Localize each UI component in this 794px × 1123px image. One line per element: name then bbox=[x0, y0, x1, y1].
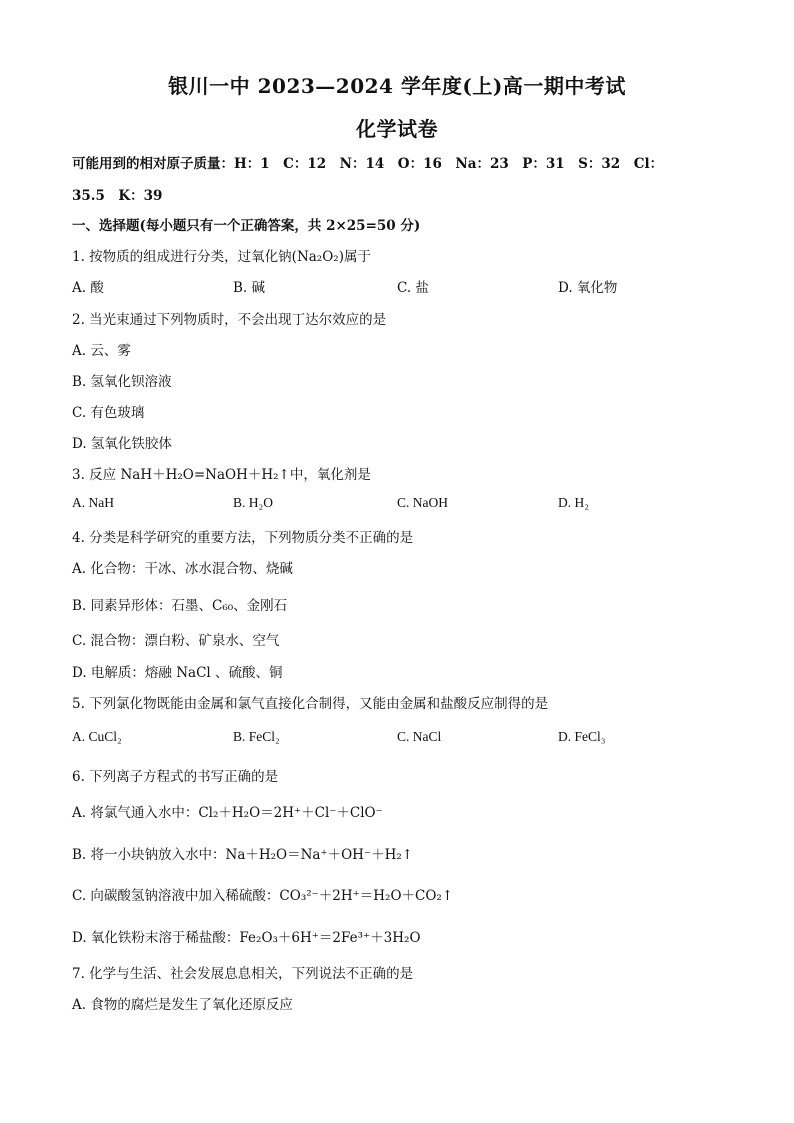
question-3-option-a: A. NaH bbox=[72, 495, 114, 510]
question-3-option-b: B. H₂O bbox=[233, 495, 273, 510]
question-5-option-d: D. FeCl₃ bbox=[558, 729, 606, 744]
question-3-stem: 3. 反应 NaH＋H₂O=NaOH＋H₂↑中，氧化剂是 bbox=[72, 467, 371, 483]
question-3-option-d: D. H₂ bbox=[558, 495, 589, 510]
atomic-masses-line-2: 35.5 K：39 bbox=[72, 188, 163, 204]
question-1-option-b: B. 碱 bbox=[233, 280, 266, 296]
question-2-option-d: D. 氢氧化铁胶体 bbox=[72, 436, 172, 452]
question-1-option-a: A. 酸 bbox=[72, 280, 104, 296]
question-2-option-b: B. 氢氧化钡溶液 bbox=[72, 374, 172, 390]
question-1-option-d: D. 氧化物 bbox=[558, 280, 618, 296]
question-6-option-c: C. 向碳酸氢钠溶液中加入稀硫酸：CO₃²⁻＋2H⁺＝H₂O＋CO₂↑ bbox=[72, 888, 454, 904]
question-5-option-a: A. CuCl₂ bbox=[72, 729, 122, 744]
question-6-stem: 6. 下列离子方程式的书写正确的是 bbox=[72, 769, 279, 785]
question-5-option-c: C. NaCl bbox=[397, 729, 442, 744]
question-2-option-a: A. 云、雾 bbox=[72, 343, 131, 359]
question-4-option-b: B. 同素异形体：石墨、C₆₀、金刚石 bbox=[72, 598, 288, 614]
question-6-option-a: A. 将氯气通入水中：Cl₂＋H₂O＝2H⁺＋Cl⁻＋ClO⁻ bbox=[72, 805, 383, 821]
section-heading: 一、选择题(每小题只有一个正确答案，共 2×25=50 分) bbox=[72, 218, 421, 234]
question-6-option-d: D. 氧化铁粉末溶于稀盐酸：Fe₂O₃＋6H⁺＝2Fe³⁺＋3H₂O bbox=[72, 930, 421, 946]
question-4-option-a: A. 化合物：干冰、冰水混合物、烧碱 bbox=[72, 561, 293, 577]
question-4-option-d: D. 电解质：熔融 NaCl 、硫酸、铜 bbox=[72, 665, 283, 681]
question-7-option-a: A. 食物的腐烂是发生了氧化还原反应 bbox=[72, 997, 293, 1013]
question-4-stem: 4. 分类是科学研究的重要方法，下列物质分类不正确的是 bbox=[72, 530, 414, 546]
question-2-stem: 2. 当光束通过下列物质时，不会出现丁达尔效应的是 bbox=[72, 312, 387, 328]
question-6-option-b: B. 将一小块钠放入水中：Na＋H₂O＝Na⁺＋OH⁻＋H₂↑ bbox=[72, 847, 414, 863]
question-1-stem: 1. 按物质的组成进行分类，过氧化钠(Na₂O₂)属于 bbox=[72, 249, 371, 265]
exam-subtitle: 化学试卷 bbox=[356, 117, 438, 141]
question-5-option-b: B. FeCl₂ bbox=[233, 729, 280, 744]
question-2-option-c: C. 有色玻璃 bbox=[72, 405, 145, 421]
question-7-stem: 7. 化学与生活、社会发展息息相关，下列说法不正确的是 bbox=[72, 966, 414, 982]
question-4-option-c: C. 混合物：漂白粉、矿泉水、空气 bbox=[72, 633, 280, 649]
question-1-option-c: C. 盐 bbox=[397, 280, 429, 296]
question-3-option-c: C. NaOH bbox=[397, 495, 448, 510]
exam-title: 银川一中 2023—2024 学年度(上)高一期中考试 bbox=[168, 74, 626, 98]
atomic-masses-line-1: 可能用到的相对原子质量：H：1 C：12 N：14 O：16 Na：23 P：31 S：32 Cl： bbox=[72, 156, 664, 172]
question-5-stem: 5. 下列氯化物既能由金属和氯气直接化合制得，又能由金属和盐酸反应制得的是 bbox=[72, 696, 549, 712]
